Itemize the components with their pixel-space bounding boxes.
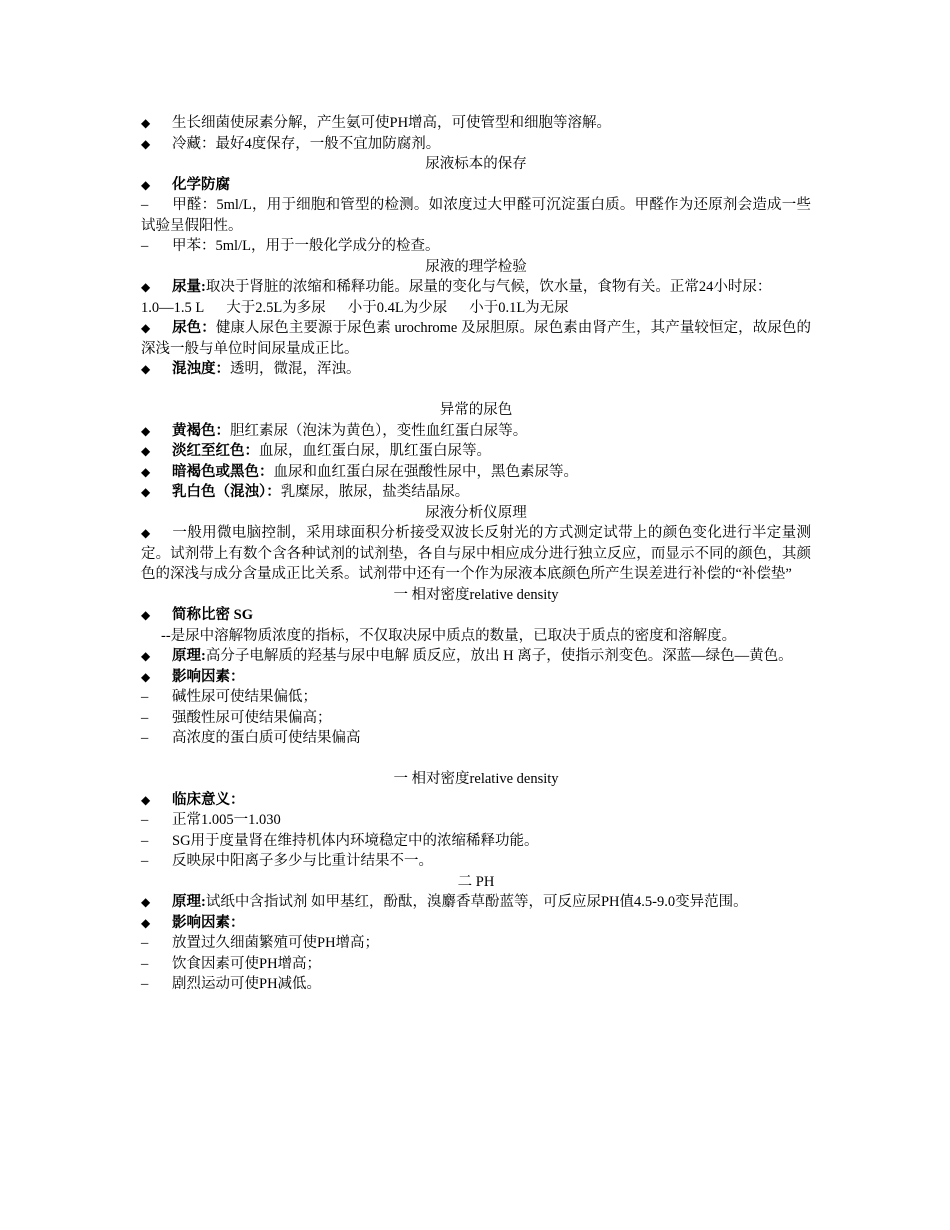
bullet-key: 原理:	[172, 648, 206, 664]
bullet-text: 乳糜尿，脓尿，盐类结晶尿。	[280, 484, 470, 500]
bullet-heading: 临床意义：	[172, 791, 245, 808]
bullet-key: 原理:	[172, 894, 206, 910]
dash-item	[141, 195, 811, 236]
bullet-text: 试纸中含指试剂 如甲基红，酚酞，溴麝香草酚蓝等，可反应尿PH值4.5-9.0变异范围。	[205, 894, 748, 910]
dash-icon: –	[141, 238, 149, 254]
diamond-icon: ◆	[141, 280, 151, 294]
bullet-key: 尿色：	[172, 320, 216, 336]
bullet-text: 胆红素尿（泡沫为黄色），变性血红蛋白尿等。	[230, 422, 528, 439]
diamond-icon: ◆	[141, 915, 151, 930]
bullet-text: 冷藏：最好4度保存，一般不宜加防腐剂。	[172, 135, 441, 152]
dash-text: 高浓度的蛋白质可使结果偏高	[172, 730, 361, 746]
dash-text: 碱性尿可使结果偏低；	[172, 689, 317, 705]
dash-item	[141, 831, 811, 852]
diamond-icon: ◆	[141, 444, 151, 458]
bullet-item	[141, 441, 811, 462]
bullet-text: 血尿和血红蛋白尿在强酸性尿中，黑色素尿等。	[273, 463, 578, 480]
section-title: 异常的尿色	[439, 402, 513, 418]
dash-item	[141, 728, 811, 749]
dash-item	[141, 810, 811, 831]
dash-text: 反映尿中阳离子多少与比重计结果不一。	[172, 853, 433, 869]
bullet-heading: 影响因素：	[172, 668, 245, 685]
dash-icon: –	[141, 853, 149, 869]
dash-icon: –	[141, 935, 149, 951]
dash-text: 剧烈运动可使PH减低。	[172, 976, 322, 992]
bullet-item	[141, 134, 811, 155]
bullet-key: 淡红至红色：	[172, 443, 259, 459]
bullet-text: 血尿，血红蛋白尿，肌红蛋白尿等。	[259, 443, 491, 459]
bullet-item	[141, 462, 811, 483]
definition-line: --是尿中溶解物质浓度的指标，不仅取决尿中质点的数量，已取决于质点的密度和溶解度。	[161, 627, 737, 644]
bullet-item	[141, 175, 811, 196]
dash-icon: –	[141, 709, 149, 726]
dash-icon: –	[141, 955, 149, 972]
bullet-text: 高分子电解质的羟基与尿中电解 质反应，放出 H 离子，使指示剂变色。深蓝—绿色—黄色。	[205, 648, 793, 664]
bullet-item	[141, 913, 811, 934]
diamond-icon: ◆	[141, 177, 151, 192]
diamond-icon: ◆	[141, 362, 151, 376]
diamond-icon: ◆	[141, 321, 151, 335]
bullet-item	[141, 667, 811, 688]
dash-text: 放置过久细菌繁殖可使PH增高；	[172, 935, 380, 951]
dash-item	[141, 933, 811, 954]
dash-text: 饮食因素可使PH增高；	[172, 955, 322, 972]
diamond-icon: ◆	[141, 669, 151, 684]
bullet-item	[141, 790, 811, 811]
bullet-item	[141, 646, 811, 667]
section-title: 二 PH	[457, 873, 495, 890]
volume-ranges	[141, 298, 811, 319]
document-body	[141, 113, 811, 995]
volume-normal: 1.0—1.5 L	[141, 299, 205, 316]
bullet-item	[141, 113, 811, 134]
diamond-icon: ◆	[141, 485, 151, 499]
volume-oliguria: 小于0.4L为少尿	[347, 299, 448, 316]
section-title: 尿液分析仪原理	[425, 504, 527, 521]
dash-item	[141, 954, 811, 975]
bullet-text: 一般用微电脑控制，采用球面积分析接受双波长反射光的方式测定试带上的颜色变化进行半定量测定。试剂带上有数个含各种试剂的试剂垫，各自与尿中相应成分进行独立反应，而显示不同的颜色，其颜色的深浅与成分含量成正比关系。试剂带中还有一个作为尿液本底颜色所产生误差进行补偿的“补偿垫”	[141, 525, 811, 582]
dash-icon: –	[141, 689, 149, 705]
dash-icon: –	[141, 976, 149, 992]
diamond-icon: ◆	[141, 116, 151, 130]
dash-text: 甲醛：5ml/L，用于细胞和管型的检测。如浓度过大甲醛可沉淀蛋白质。甲醛作为还原剂会造成一些试验呈假阳性。	[141, 197, 811, 234]
bullet-key: 黄褐色：	[172, 422, 230, 439]
bullet-heading: 影响因素：	[172, 914, 245, 931]
bullet-text: 透明，微混，浑浊。	[230, 361, 361, 377]
bullet-item	[141, 359, 811, 380]
volume-anuria: 小于0.1L为无尿	[469, 299, 569, 316]
bullet-item	[141, 892, 811, 913]
diamond-icon: ◆	[141, 464, 151, 479]
dash-icon: –	[141, 730, 149, 746]
dash-icon: –	[141, 197, 149, 213]
dash-item	[141, 236, 811, 257]
dash-text: SG用于度量肾在维持机体内环境稳定中的浓缩稀释功能。	[172, 832, 539, 849]
dash-icon: –	[141, 812, 149, 828]
bullet-text: 健康人尿色主要源于尿色素 urochrome 及尿胆原。尿色素由肾产生，其产量较恒定，故尿色的深浅一般与单位时间尿量成正比。	[141, 320, 811, 357]
diamond-icon: ◆	[141, 136, 151, 151]
bullet-item	[141, 318, 811, 359]
dash-text: 甲苯：5ml/L，用于一般化学成分的检查。	[172, 238, 440, 254]
dash-item	[141, 687, 811, 708]
bullet-key: 乳白色（混浊）：	[172, 484, 281, 500]
bullet-paragraph	[141, 523, 811, 585]
dash-text: 正常1.005一1.030	[172, 812, 281, 828]
bullet-item	[141, 605, 811, 626]
bullet-heading: 简称比密 SG	[172, 607, 253, 623]
bullet-text: 生长细菌使尿素分解，产生氨可使PH增高，可使管型和细胞等溶解。	[172, 115, 612, 131]
section-title: 一 相对密度relative density	[393, 586, 559, 603]
diamond-icon: ◆	[141, 423, 151, 438]
bullet-key: 尿量:	[172, 279, 206, 295]
bullet-text: 取决于肾脏的浓缩和稀释功能。尿量的变化与气候，饮水量，食物有关。正常24小时尿：	[205, 279, 772, 295]
dash-item	[141, 851, 811, 872]
dash-icon: –	[141, 832, 149, 849]
section-title: 尿液标本的保存	[425, 156, 527, 172]
diamond-icon: ◆	[141, 792, 151, 807]
bullet-heading: 化学防腐	[172, 176, 230, 193]
bullet-key: 混浊度：	[172, 361, 230, 377]
diamond-icon: ◆	[141, 526, 151, 540]
diamond-icon: ◆	[141, 895, 151, 909]
bullet-item	[141, 277, 811, 298]
volume-polyuria: 大于2.5L为多尿	[226, 299, 326, 316]
bullet-item	[141, 482, 811, 503]
bullet-key: 暗褐色或黑色：	[172, 463, 274, 480]
section-title: 尿液的理学检验	[425, 258, 527, 275]
dash-item	[141, 708, 811, 729]
dash-item	[141, 974, 811, 995]
section-title: 一 相对密度relative density	[393, 771, 559, 787]
diamond-icon: ◆	[141, 608, 151, 622]
dash-text: 强酸性尿可使结果偏高；	[172, 709, 332, 726]
diamond-icon: ◆	[141, 649, 151, 663]
bullet-item	[141, 421, 811, 442]
